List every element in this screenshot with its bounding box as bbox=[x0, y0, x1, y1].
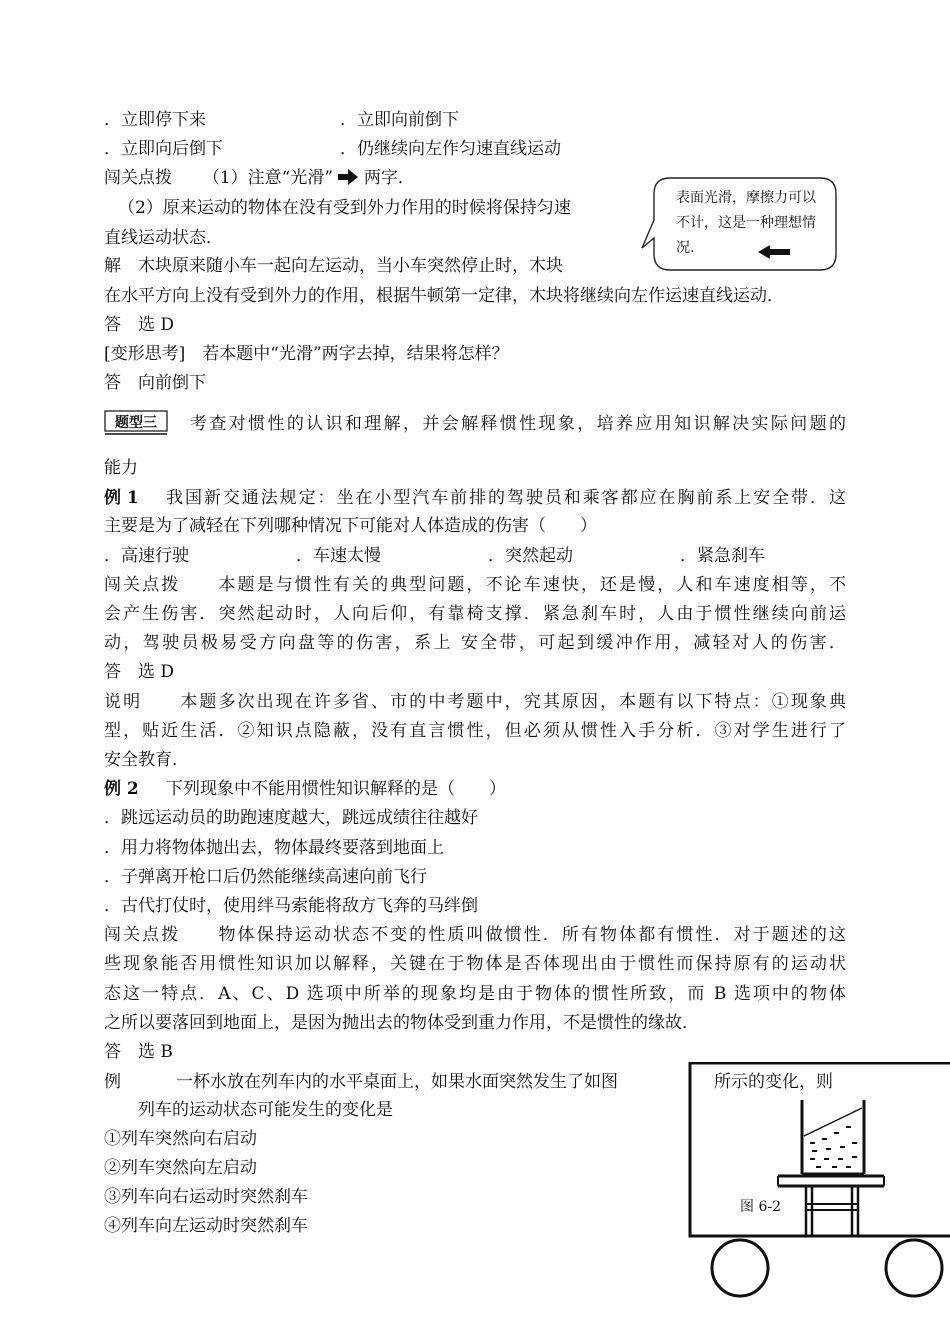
answer-1: 答 选 D bbox=[104, 315, 175, 335]
hint-2-line-1: 闯关点拨 本题是与惯性有关的典型问题，不论车速快，还是慢，人和车速度相等，不 bbox=[104, 575, 846, 595]
hint-line-1 bbox=[104, 166, 415, 190]
hint-point-1-tail: 两字． bbox=[363, 168, 415, 188]
example-2-question: 下列现象中不能用惯性知识解释的是（ ） bbox=[166, 779, 506, 799]
train-figure bbox=[688, 1062, 950, 1300]
right-arrow-icon bbox=[338, 168, 363, 188]
example-3-option-3: ③列车向右运动时突然刹车 bbox=[104, 1187, 308, 1207]
note-line-1: 说明 本题多次出现在许多省、市的中考题中，究其原因，本题有以下特点：①现象典 bbox=[104, 692, 846, 712]
example-3-line-1: 一杯水放在列车内的水平桌面上，如果水面突然发生了如图 bbox=[176, 1072, 618, 1092]
hint-label: 闯关点拨 bbox=[104, 168, 172, 188]
note-line-2: 型，贴近生活．②知识点隐蔽，没有直言惯性，但必须从惯性入手分析．③对学生进行了 bbox=[104, 721, 846, 741]
example-2-option-d: ．古代打仗时，使用绊马索能将敌方飞奔的马绊倒 bbox=[104, 896, 478, 916]
variation-answer: 答 向前倒下 bbox=[104, 373, 206, 393]
example-1-label: 例 1 bbox=[104, 488, 139, 508]
topic-three-badge-icon bbox=[104, 408, 168, 436]
example-1-option-d: ．紧急刹车 bbox=[680, 546, 765, 566]
example-1-option-c: ．突然起动 bbox=[488, 546, 573, 566]
example-2-option-a: ．跳远运动员的助跑速度越大，跳远成绩往往越好 bbox=[104, 808, 478, 828]
example-3-line-2: 列车的运动状态可能发生的变化是 bbox=[138, 1100, 393, 1120]
hint-point-2: （2）原来运动的物体在没有受到外力作用的时候将保持匀速 bbox=[118, 198, 571, 218]
example-1-line-1: 我国新交通法规定：坐在小型汽车前排的驾驶员和乘客都应在胸前系上安全带．这 bbox=[166, 488, 846, 508]
note-line-3: 安全教育． bbox=[104, 750, 189, 770]
example-2-label: 例 2 bbox=[104, 779, 139, 799]
figure-label: 图 6-2 bbox=[740, 1199, 781, 1215]
hint-point-2-cont: 直线运动状态． bbox=[104, 228, 223, 248]
example-3-line-1-tail: 所示的变化，则 bbox=[714, 1072, 833, 1092]
example-2-option-b: ．用力将物体抛出去，物体最终要落到地面上 bbox=[104, 838, 444, 858]
topic-three-line-1: 考查对惯性的认识和理解，并会解释惯性现象，培养应用知识解决实际问题的 bbox=[190, 414, 846, 434]
answer-3: 答 选 B bbox=[104, 1042, 173, 1062]
option-b: ．立即向前倒下 bbox=[340, 110, 459, 130]
example-1-option-a: ．高速行驶 bbox=[104, 546, 189, 566]
svg-text:题型三: 题型三 bbox=[115, 415, 157, 431]
example-3-option-1: ①列车突然向右启动 bbox=[104, 1129, 257, 1149]
hint-2-line-2: 会产生伤害．突然起动时，人向后仰，有靠椅支撑．紧急刹车时，人由于惯性继续向前运 bbox=[104, 604, 846, 624]
option-d: ．仍继续向左作匀速直线运动 bbox=[340, 139, 561, 159]
hint-2-line-3: 动，驾驶员极易受方向盘等的伤害，系上 安全带，可起到缓冲作用，减轻对人的伤害． bbox=[104, 633, 846, 653]
option-c: ．立即向后倒下 bbox=[104, 139, 223, 159]
solution-line-2: 在水平方向上没有受到外力的作用，根据牛顿第一定律，木块将继续向左作运速直线运动． bbox=[104, 286, 784, 306]
hint-3-line-2: 些现象能否用惯性知识加以解释，关键在于物体是否体现出由于惯性而保持原有的运动状 bbox=[104, 954, 846, 974]
example-2-option-c: ．子弹离开枪口后仍然能继续高速向前飞行 bbox=[104, 867, 427, 887]
example-3-option-2: ②列车突然向左启动 bbox=[104, 1158, 257, 1178]
table bbox=[778, 1176, 884, 1236]
topic-three-line-2: 能力 bbox=[104, 458, 138, 478]
bubble-text: 表面光滑，摩擦力可以不计，这是一种理想情况. bbox=[676, 190, 816, 256]
hint-3-line-4: 之所以要落回到地面上，是因为抛出去的物体受到重力作用，不是惯性的缘故． bbox=[104, 1013, 699, 1033]
wheels bbox=[712, 1240, 942, 1296]
example-1-option-b: ．车速太慢 bbox=[296, 546, 381, 566]
hint-3-line-3: 态这一特点．A、C、D 选项中所举的现象均是由于物体的惯性所致，而 B 选项中的物体 bbox=[104, 984, 846, 1004]
variation-question: [变形思考] 若本题中“光滑”两字去掉，结果将怎样？ bbox=[104, 344, 509, 364]
example-3-label: 例 bbox=[104, 1072, 121, 1092]
hint-point-1: （1）注意“光滑” bbox=[202, 168, 334, 188]
hint-3-line-1: 闯关点拨 物体保持运动状态不变的性质叫做惯性．所有物体都有惯性．对于题述的这 bbox=[104, 925, 846, 945]
solution-line-1: 解 木块原来随小车一起向左运动，当小车突然停止时，木块 bbox=[104, 256, 563, 276]
answer-2: 答 选 D bbox=[104, 662, 175, 682]
water-cup bbox=[802, 1100, 864, 1174]
option-a: ．立即停下来 bbox=[104, 110, 206, 130]
example-3-option-4: ④列车向左运动时突然刹车 bbox=[104, 1216, 308, 1236]
example-1-line-2: 主要是为了减轻在下列哪种情况下可能对人体造成的伤害（ ） bbox=[104, 516, 597, 536]
